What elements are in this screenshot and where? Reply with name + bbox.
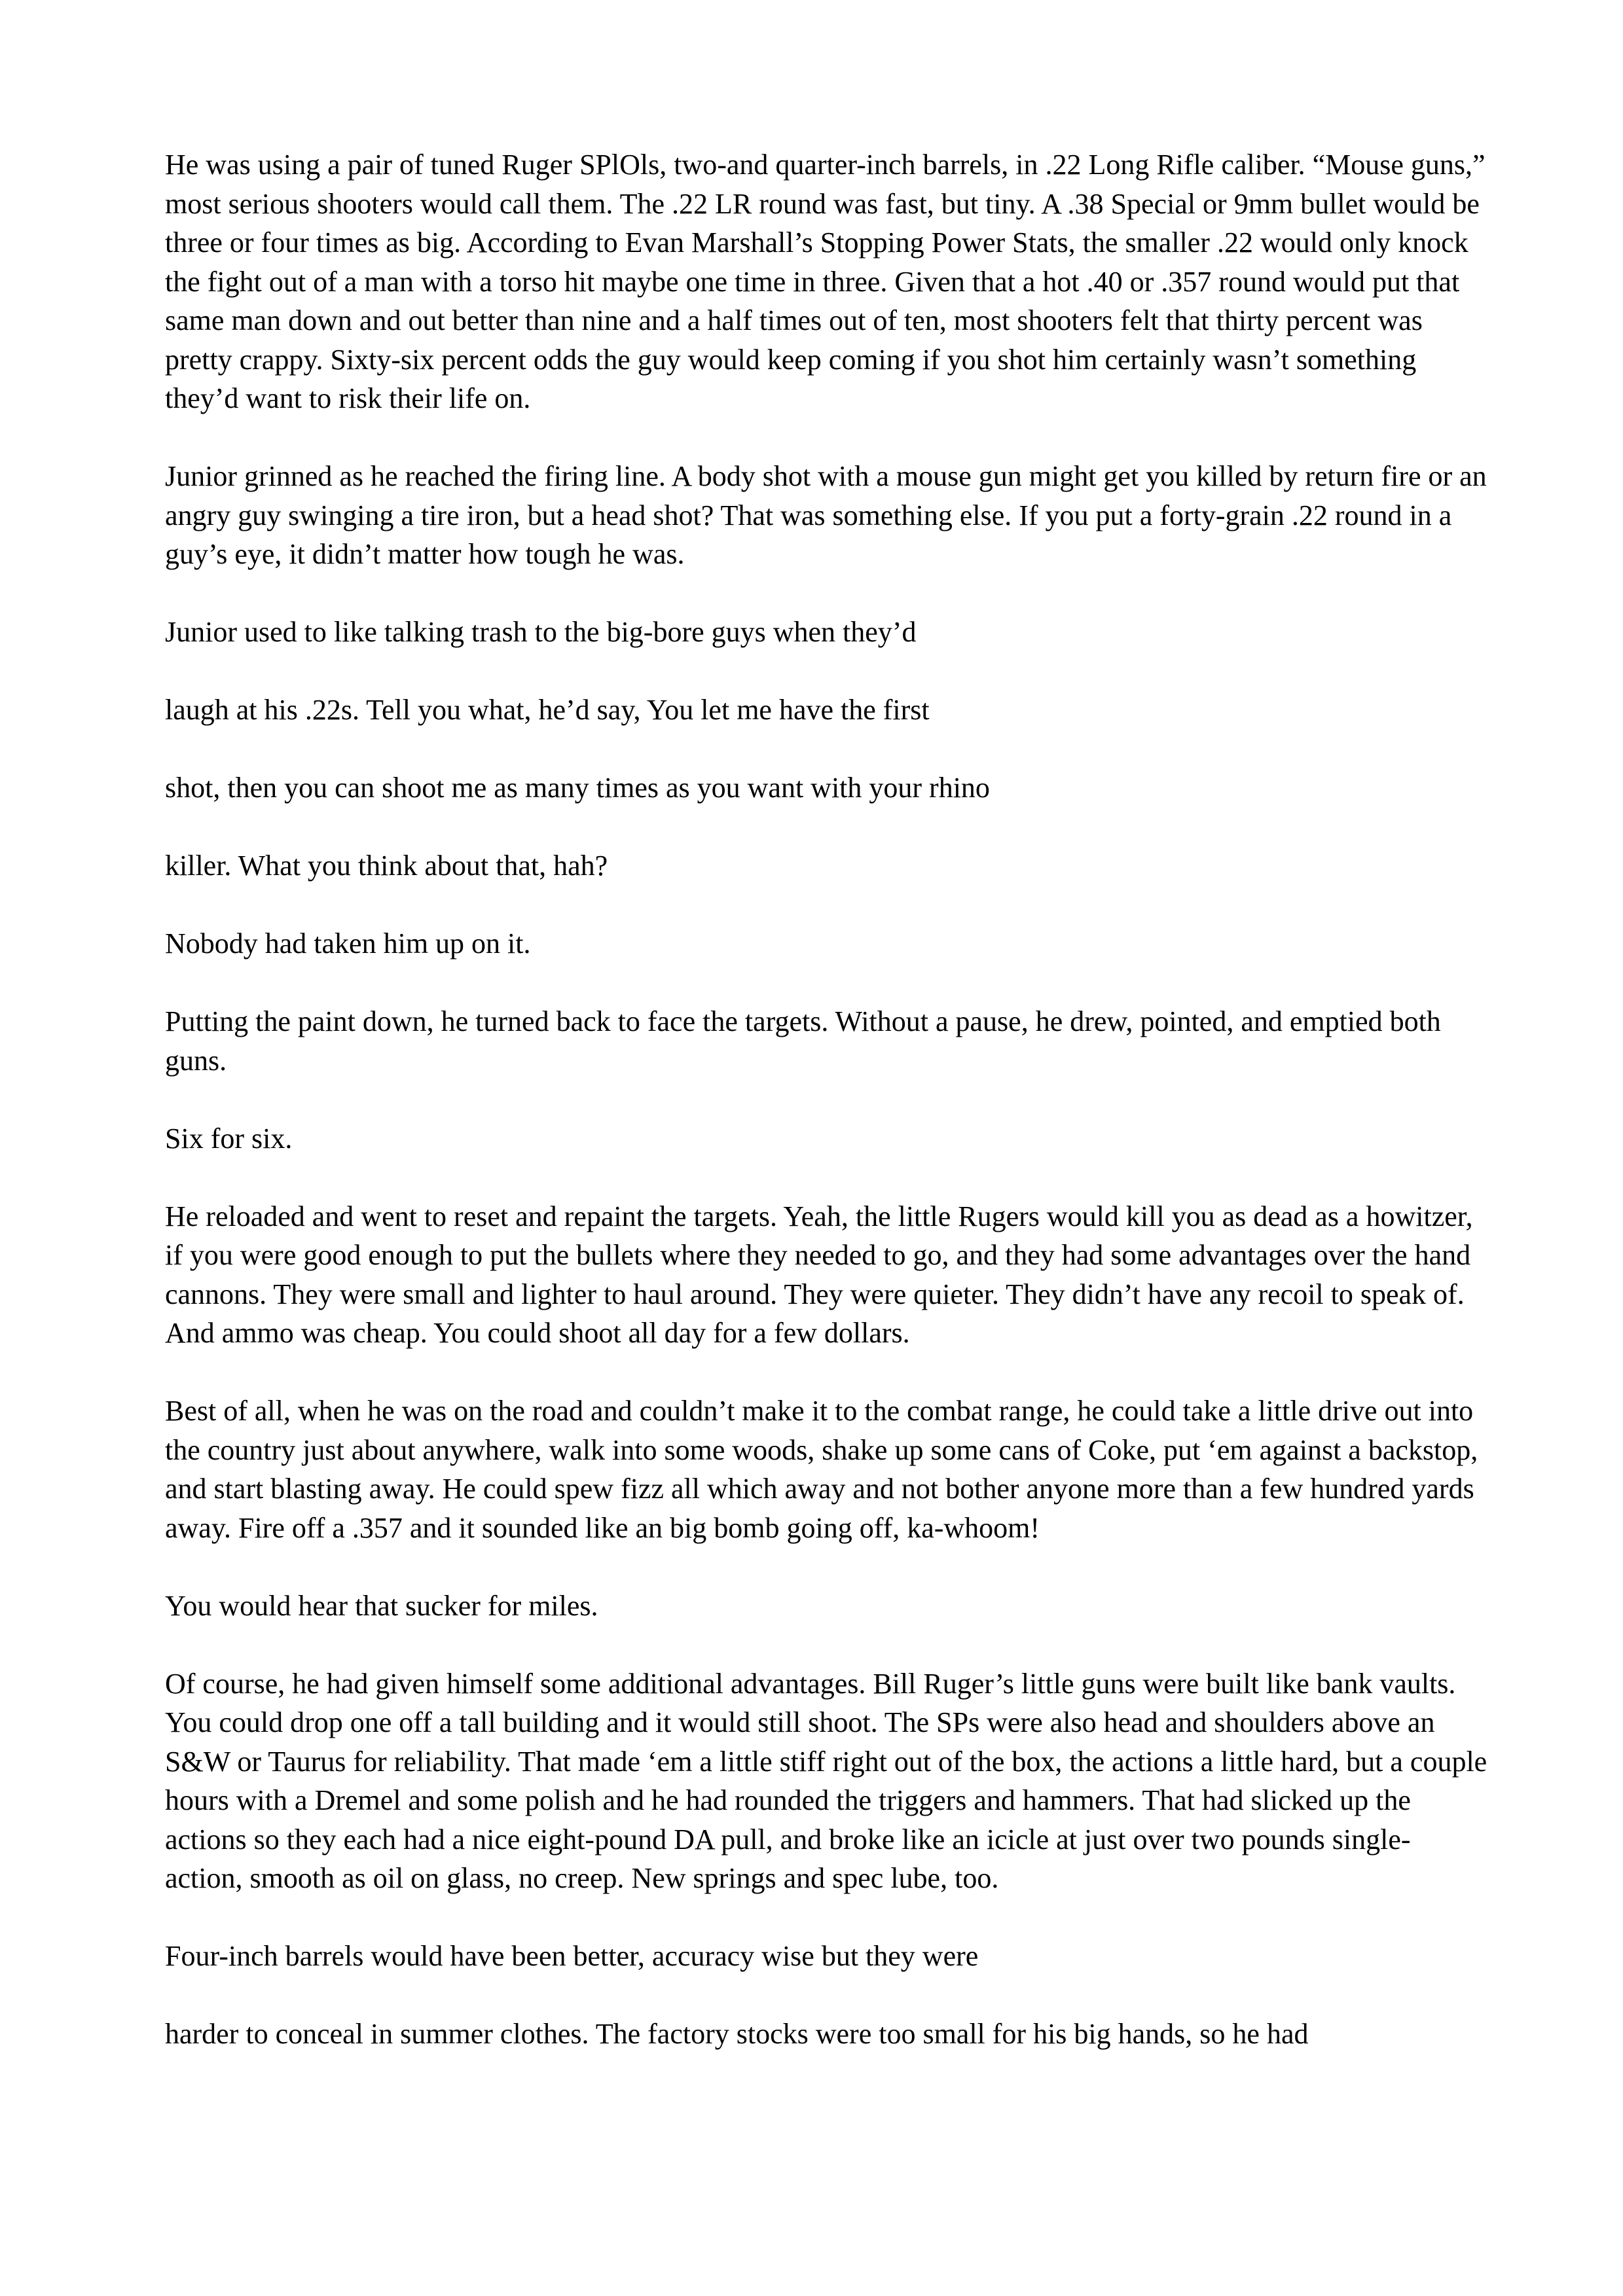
paragraph: Of course, he had given himself some additional advantages. Bill Ruger’s little guns were built like bank vaults. You could drop one off a tall building and it would still shoot. The SPs were also head and shoulders above an S&W or Taurus for reliability. That made ‘em a little stiff right out of the box, the actions a little hard, but a couple hours with a Dremel and some polish and he had rounded the triggers and hammers. That had slicked up the actions so they each had a nice eight-pound DA pull, and broke like an icicle at just over two pounds single-action, smooth as oil on glass, no creep. New springs and spec lube, too.	[165, 1667, 1487, 1894]
paragraph: He reloaded and went to reset and repaint the targets. Yeah, the little Rugers would kill you as dead as a howitzer, if you were good enough to put the bullets where they needed to go, and they had some advantages over the hand cannons. They were small and lighter to haul around. They were quieter. They didn’t have any recoil to speak of. And ammo was cheap. You could shoot all day for a few dollars.	[165, 1200, 1473, 1349]
paragraph: harder to conceal in summer clothes. The factory stocks were too small for his big hands, so he had	[165, 2018, 1309, 2050]
paragraph: Four-inch barrels would have been better, accuracy wise but they were	[165, 1940, 979, 1972]
paragraph: Nobody had taken him up on it.	[165, 927, 531, 960]
paragraph: Junior grinned as he reached the firing line. A body shot with a mouse gun might get you killed by return fire or an angry guy swinging a tire iron, but a head shot? That was something else. If you put a forty-grain .22 round in a guy’s eye, it didn’t matter how tough he was.	[165, 460, 1487, 570]
paragraph: Junior used to like talking trash to the big-bore guys when they’d	[165, 616, 917, 648]
paragraph: You would hear that sucker for miles.	[165, 1589, 598, 1622]
paragraph: He was using a pair of tuned Ruger SPlOls, two-and quarter-inch barrels, in .22 Long Rifle caliber. “Mouse guns,” most serious shooters would call them. The .22 LR round was fast, but tiny. A .38 Special or 9mm bullet would be three or four times as big. According to Evan Marshall’s Stopping Power Stats, the smaller .22 would only knock the fight out of a man with a torso hit maybe one time in three. Given that a hot .40 or .357 round would put that same man down and out better than nine and a half times out of ten, most shooters felt that thirty percent was pretty crappy. Sixty-six percent odds the guy would keep coming if you shot him certainly wasn’t something they’d want to risk their life on.	[165, 149, 1486, 414]
paragraph: laugh at his .22s. Tell you what, he’d say, You let me have the first	[165, 694, 930, 726]
paragraph: shot, then you can shoot me as many times as you want with your rhino	[165, 772, 990, 804]
paragraph: Putting the paint down, he turned back to face the targets. Without a pause, he drew, pointed, and emptied both guns.	[165, 1005, 1441, 1077]
paragraph: Best of all, when he was on the road and couldn’t make it to the combat range, he could take a little drive out into the country just about anywhere, walk into some woods, shake up some cans of Coke, put ‘em against a backstop, and start blasting away. He could spew fizz all which away and not bother anyone more than a few hundred yards away. Fire off a .357 and it sounded like an big bomb going off, ka-whoom!	[165, 1395, 1478, 1544]
paragraph: Six for six.	[165, 1122, 293, 1155]
page-text-body	[165, 145, 1487, 2054]
paragraph: killer. What you think about that, hah?	[165, 850, 608, 882]
